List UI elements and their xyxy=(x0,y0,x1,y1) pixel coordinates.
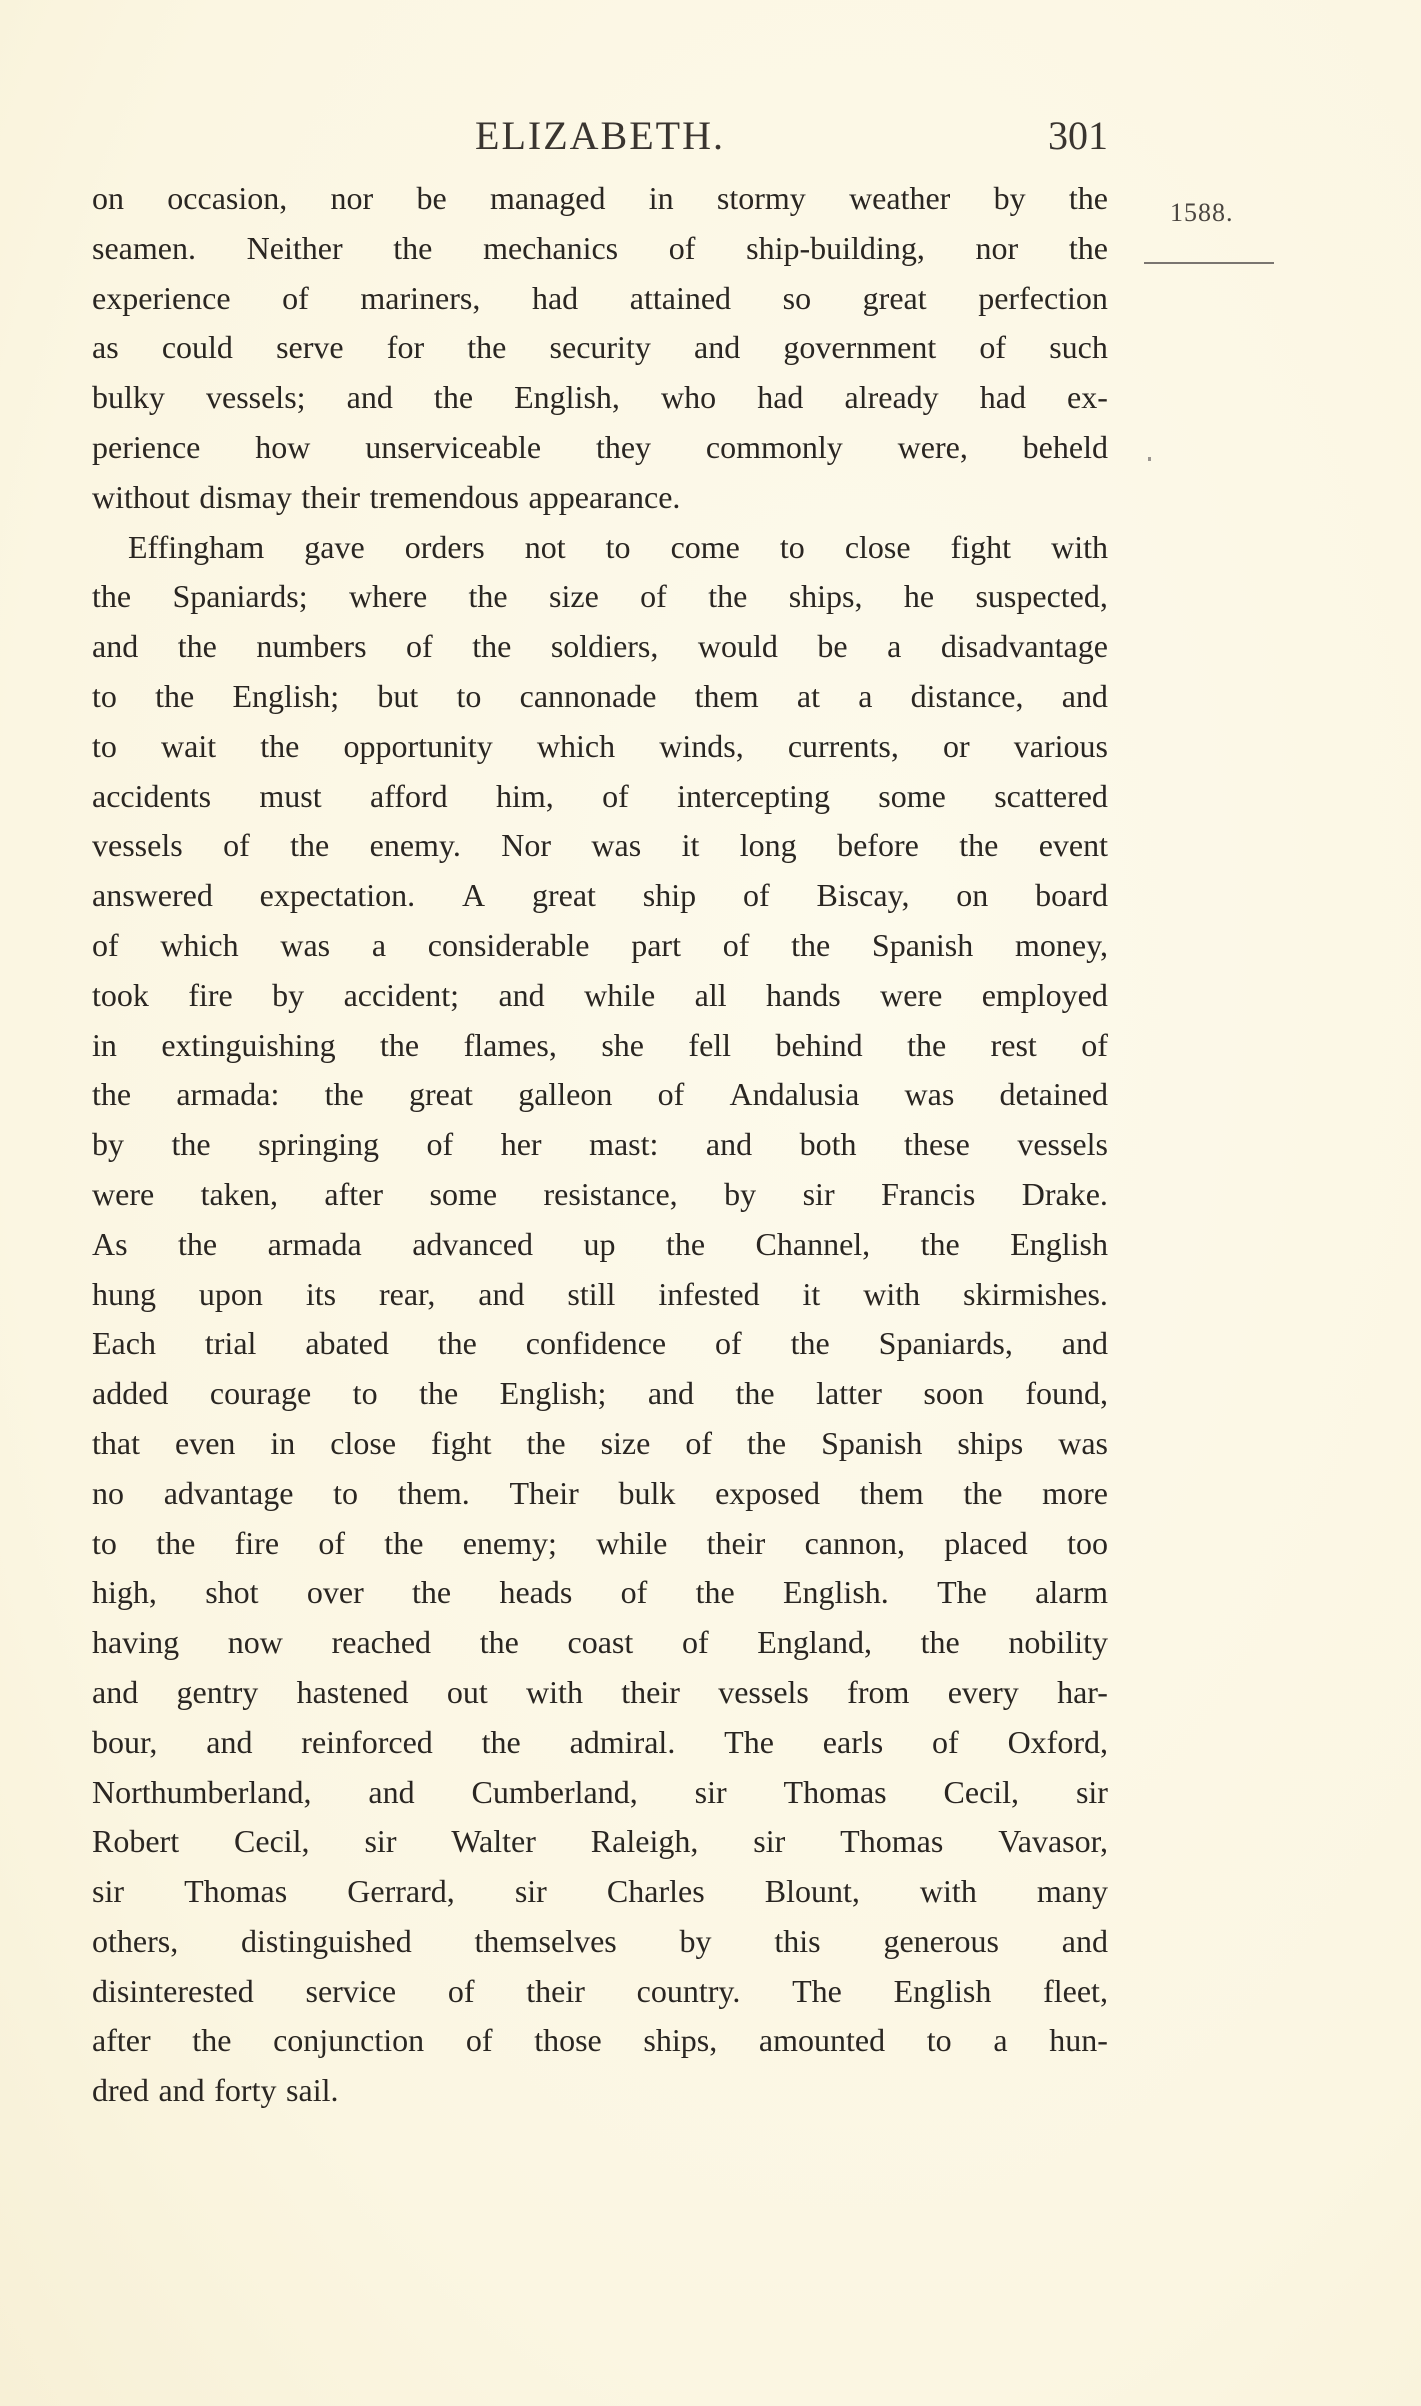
margin-speck xyxy=(1148,457,1151,461)
text-line: that even in close fight the size of the Spanish ships was xyxy=(92,1424,1108,1461)
text-line: hung upon its rear, and still infested it with skirmishes. xyxy=(92,1275,1108,1312)
text-line: answered expectation. A great ship of Biscay, on board xyxy=(92,877,1108,914)
text-line: the Spaniards; where the size of the ships, he suspected, xyxy=(92,578,1108,615)
text-line: added courage to the English; and the latter soon found, xyxy=(92,1375,1108,1412)
text-line: sir Thomas Gerrard, sir Charles Blount, with many xyxy=(92,1873,1108,1910)
text-line: of which was a considerable part of the Spanish money, xyxy=(92,926,1108,963)
text-line: As the armada advanced up the Channel, the English xyxy=(92,1225,1108,1262)
text-line: in extinguishing the flames, she fell behind the rest of xyxy=(92,1026,1108,1063)
margin-year-note: 1588. xyxy=(1170,198,1234,227)
text-line: bulky vessels; and the English, who had already had ex- xyxy=(92,379,1108,416)
text-line: seamen. Neither the mechanics of ship-building, nor the xyxy=(92,229,1108,266)
text-line: vessels of the enemy. Nor was it long before the event xyxy=(92,827,1108,864)
text-line: Robert Cecil, sir Walter Raleigh, sir Thomas Vavasor, xyxy=(92,1823,1108,1860)
text-line: Northumberland, and Cumberland, sir Thomas Cecil, sir xyxy=(92,1773,1108,1810)
text-line: having now reached the coast of England, the nobility xyxy=(92,1624,1108,1661)
text-line: disinterested service of their country. The English fleet, xyxy=(92,1972,1108,2009)
text-line: high, shot over the heads of the English. The alarm xyxy=(92,1574,1108,1611)
text-line: took fire by accident; and while all hands were employed xyxy=(92,976,1108,1013)
margin-rule xyxy=(1144,262,1274,264)
text-line: to wait the opportunity which winds, currents, or various xyxy=(92,727,1108,764)
text-line: and gentry hastened out with their vessels from every har- xyxy=(92,1673,1108,1710)
text-line: accidents must afford him, of intercepting some scattered xyxy=(92,777,1108,814)
text-line: to the English; but to cannonade them at a distance, and xyxy=(92,677,1108,714)
text-line: others, distinguished themselves by this generous and xyxy=(92,1922,1108,1959)
text-line: to the fire of the enemy; while their cannon, placed too xyxy=(92,1524,1108,1561)
text-line: without dismay their tremendous appearance. xyxy=(92,478,681,515)
page-number: 301 xyxy=(1048,113,1108,158)
body-text xyxy=(92,174,1108,2116)
text-line: and the numbers of the soldiers, would be a disadvantage xyxy=(92,628,1108,665)
text-line: dred and forty sail. xyxy=(92,2072,339,2109)
text-line: no advantage to them. Their bulk exposed them the more xyxy=(92,1474,1108,1511)
running-head xyxy=(92,112,1108,162)
text-line: on occasion, nor be managed in stormy weather by the xyxy=(92,180,1108,216)
text-line: bour, and reinforced the admiral. The earls of Oxford, xyxy=(92,1723,1108,1760)
text-line: experience of mariners, had attained so great perfection xyxy=(92,279,1108,316)
text-line: as could serve for the security and government of such xyxy=(92,329,1108,366)
text-line: were taken, after some resistance, by sir Francis Drake. xyxy=(92,1175,1108,1212)
text-line: the armada: the great galleon of Andalusia was detained xyxy=(92,1076,1108,1113)
running-title: ELIZABETH. xyxy=(475,113,725,158)
text-line: perience how unserviceable they commonly were, beheld xyxy=(92,428,1108,465)
text-line: Each trial abated the confidence of the Spaniards, and xyxy=(92,1325,1108,1362)
text-line: Effingham gave orders not to come to close fight with xyxy=(128,528,1108,565)
text-line: by the springing of her mast: and both these vessels xyxy=(92,1126,1108,1163)
text-line: after the conjunction of those ships, amounted to a hun- xyxy=(92,2022,1108,2059)
